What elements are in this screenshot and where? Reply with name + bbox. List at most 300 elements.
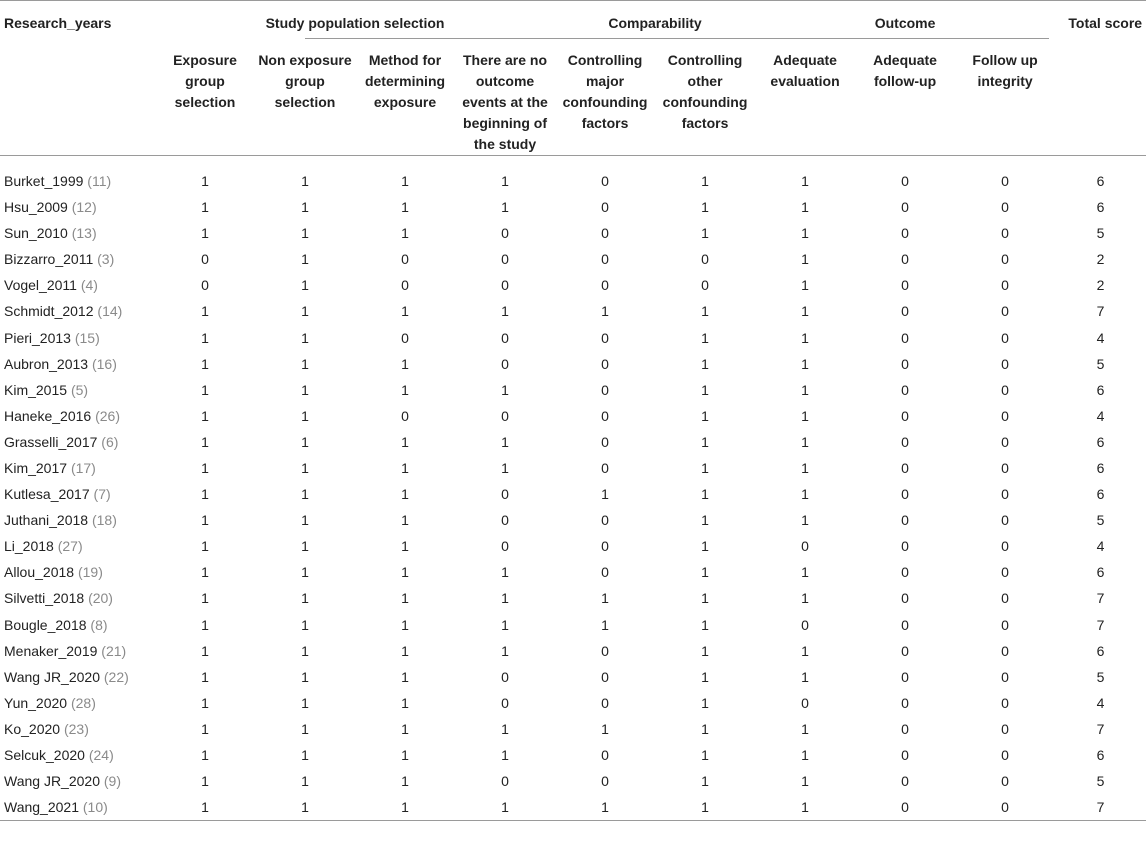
- score-cell: 1: [801, 590, 809, 607]
- study-name-cell: [0, 351, 155, 377]
- study-name-cell: [0, 638, 155, 664]
- reference-number: (21): [101, 642, 127, 659]
- total-score-cell: 4: [1096, 329, 1105, 346]
- score-cell: 1: [401, 668, 409, 685]
- study-name: Bizzarro_2011: [4, 251, 94, 268]
- score-cell: 1: [301, 486, 309, 503]
- score-cell: 0: [601, 251, 609, 268]
- table-row: [0, 507, 1146, 533]
- score-cell: 0: [1001, 616, 1009, 633]
- reference-number: (13): [71, 225, 97, 242]
- total-score-cell: 6: [1096, 433, 1105, 450]
- score-cell: 0: [901, 747, 909, 764]
- table-row: [0, 716, 1146, 742]
- score-cell: 0: [601, 747, 609, 764]
- total-score-cell: 2: [1096, 251, 1105, 268]
- score-cell: 0: [1001, 277, 1009, 294]
- study-name: Kim_2017: [4, 459, 68, 476]
- table-row: [0, 742, 1146, 768]
- total-score-header: Total score: [1068, 15, 1143, 31]
- score-cell: 1: [301, 747, 309, 764]
- score-cell: 1: [201, 225, 209, 242]
- score-cell: 1: [201, 799, 209, 816]
- study-name-cell: [0, 585, 155, 611]
- method-determining-exposure-header: Method for determining exposure: [364, 52, 446, 110]
- score-cell: 1: [301, 199, 309, 216]
- score-cell: 0: [601, 199, 609, 216]
- score-cell: 1: [501, 433, 509, 450]
- score-cell: 0: [1001, 486, 1009, 503]
- reference-number: (24): [88, 747, 114, 764]
- reference-number: (4): [80, 277, 98, 294]
- table-row: [0, 246, 1146, 272]
- score-cell: 1: [201, 694, 209, 711]
- table-row: [0, 351, 1146, 377]
- reference-number: (28): [70, 694, 96, 711]
- score-cell: 0: [901, 199, 909, 216]
- score-cell: 1: [801, 251, 809, 268]
- score-cell: 0: [1001, 538, 1009, 555]
- score-cell: 1: [701, 799, 709, 816]
- reference-number: (11): [87, 173, 112, 189]
- reference-number: (15): [74, 329, 100, 346]
- score-cell: 0: [701, 251, 709, 268]
- score-cell: 1: [301, 564, 309, 581]
- score-cell: 1: [301, 773, 309, 790]
- score-cell: 1: [701, 668, 709, 685]
- score-cell: 0: [501, 694, 509, 711]
- score-cell: 1: [401, 459, 409, 476]
- score-cell: 1: [301, 433, 309, 450]
- score-cell: 1: [401, 799, 409, 816]
- score-cell: 1: [801, 225, 809, 242]
- score-cell: 0: [1001, 199, 1009, 216]
- score-cell: 0: [601, 355, 609, 372]
- score-cell: 1: [301, 173, 309, 189]
- score-cell: 0: [901, 668, 909, 685]
- score-cell: 1: [801, 459, 809, 476]
- reference-number: (19): [77, 564, 103, 581]
- score-cell: 1: [401, 381, 409, 398]
- score-cell: 0: [401, 407, 409, 424]
- study-name-cell: [0, 377, 155, 403]
- table-row: [0, 324, 1146, 350]
- score-cell: 1: [801, 799, 809, 816]
- study-name: Menaker_2019: [4, 642, 98, 659]
- score-cell: 0: [601, 329, 609, 346]
- table-row: [0, 455, 1146, 481]
- total-score-cell: 5: [1096, 773, 1105, 790]
- study-name-cell: [0, 612, 155, 638]
- study-name: Haneke_2016: [4, 407, 92, 424]
- score-cell: 1: [501, 173, 509, 189]
- table-row: [0, 612, 1146, 638]
- score-cell: 0: [501, 486, 509, 503]
- score-cell: 1: [401, 616, 409, 633]
- total-score-cell: 6: [1096, 459, 1105, 476]
- study-population-selection-header: Study population selection: [155, 1, 555, 40]
- score-cell: 0: [1001, 407, 1009, 424]
- score-cell: 0: [901, 329, 909, 346]
- score-cell: 0: [601, 512, 609, 529]
- total-score-cell: 5: [1096, 668, 1105, 685]
- comparability-header: Comparability: [555, 1, 755, 40]
- score-cell: 0: [401, 251, 409, 268]
- score-cell: 0: [401, 329, 409, 346]
- study-name: Pieri_2013: [4, 329, 71, 346]
- score-cell: 0: [501, 277, 509, 294]
- study-name-cell: [0, 455, 155, 481]
- table-row: [0, 429, 1146, 455]
- score-cell: 0: [1001, 329, 1009, 346]
- score-cell: 0: [201, 251, 209, 268]
- score-cell: 1: [601, 590, 609, 607]
- score-cell: 1: [301, 799, 309, 816]
- controlling-major-confounding-header: Controlling major confounding factors: [562, 52, 648, 131]
- score-cell: 0: [1001, 694, 1009, 711]
- study-name: Silvetti_2018: [4, 590, 85, 607]
- score-cell: 1: [301, 668, 309, 685]
- score-cell: 1: [401, 173, 409, 189]
- score-cell: 1: [701, 355, 709, 372]
- study-name-cell: [0, 429, 155, 455]
- total-score-cell: 7: [1096, 616, 1105, 633]
- score-cell: 0: [1001, 799, 1009, 816]
- score-cell: 1: [701, 512, 709, 529]
- table-body: [0, 156, 1146, 821]
- score-cell: 1: [201, 616, 209, 633]
- reference-number: (3): [97, 251, 115, 268]
- table-row: [0, 298, 1146, 324]
- score-cell: 0: [1001, 173, 1009, 189]
- score-cell: 1: [201, 564, 209, 581]
- reference-number: (9): [103, 773, 121, 790]
- score-cell: 0: [901, 642, 909, 659]
- study-name: Grasselli_2017: [4, 433, 98, 450]
- table-row: [0, 690, 1146, 716]
- score-cell: 0: [901, 694, 909, 711]
- score-cell: 1: [801, 199, 809, 216]
- table-row: [0, 768, 1146, 794]
- score-cell: 1: [401, 486, 409, 503]
- score-cell: 1: [201, 747, 209, 764]
- score-cell: 0: [901, 303, 909, 320]
- score-cell: 1: [301, 329, 309, 346]
- score-cell: 1: [401, 564, 409, 581]
- score-cell: 0: [601, 668, 609, 685]
- score-cell: 1: [301, 251, 309, 268]
- score-cell: 0: [1001, 459, 1009, 476]
- score-cell: 1: [801, 564, 809, 581]
- total-score-cell: 5: [1096, 512, 1105, 529]
- study-name-cell: [0, 716, 155, 742]
- group-header-row: [0, 1, 1146, 40]
- score-cell: 0: [901, 720, 909, 737]
- score-cell: 1: [501, 799, 509, 816]
- score-cell: 1: [201, 590, 209, 607]
- score-cell: 1: [801, 642, 809, 659]
- score-cell: 0: [601, 225, 609, 242]
- score-cell: 0: [901, 512, 909, 529]
- study-name-cell: [0, 481, 155, 507]
- score-cell: 1: [701, 199, 709, 216]
- score-cell: 1: [401, 199, 409, 216]
- score-cell: 1: [401, 590, 409, 607]
- table-row: [0, 377, 1146, 403]
- study-name: Yun_2020: [4, 694, 68, 711]
- score-cell: 1: [801, 773, 809, 790]
- score-cell: 0: [1001, 564, 1009, 581]
- reference-number: (6): [101, 433, 119, 450]
- score-cell: 0: [801, 694, 809, 711]
- score-cell: 1: [201, 459, 209, 476]
- study-name-cell: [0, 664, 155, 690]
- reference-number: (17): [70, 459, 96, 476]
- score-cell: 0: [601, 173, 609, 189]
- score-cell: 0: [1001, 642, 1009, 659]
- total-score-cell: 7: [1096, 720, 1105, 737]
- score-cell: 1: [401, 694, 409, 711]
- score-cell: 0: [1001, 747, 1009, 764]
- total-score-cell: 6: [1096, 564, 1105, 581]
- score-cell: 0: [901, 225, 909, 242]
- reference-number: (16): [91, 355, 117, 372]
- score-cell: 0: [1001, 668, 1009, 685]
- score-cell: 1: [701, 773, 709, 790]
- score-cell: 1: [401, 433, 409, 450]
- score-cell: 0: [1001, 251, 1009, 268]
- study-name: Allou_2018: [4, 564, 75, 581]
- score-cell: 1: [801, 329, 809, 346]
- score-cell: 1: [301, 642, 309, 659]
- score-cell: 1: [301, 538, 309, 555]
- score-cell: 1: [301, 590, 309, 607]
- subheader-row: [0, 39, 1146, 156]
- study-name-cell: [0, 690, 155, 716]
- reference-number: (8): [90, 616, 108, 633]
- study-name-cell: [0, 220, 155, 246]
- study-name: Wang JR_2020: [4, 668, 100, 685]
- score-cell: 0: [601, 407, 609, 424]
- total-score-cell: 6: [1096, 486, 1105, 503]
- score-cell: 1: [701, 747, 709, 764]
- score-cell: 0: [601, 694, 609, 711]
- score-cell: 1: [701, 590, 709, 607]
- no-outcome-events-header: There are no outcome events at the beginning of the study: [462, 52, 548, 152]
- score-cell: 1: [201, 433, 209, 450]
- score-cell: 1: [701, 407, 709, 424]
- study-name: Wang JR_2020: [4, 773, 100, 790]
- table-row: [0, 220, 1146, 246]
- score-cell: 0: [601, 564, 609, 581]
- score-cell: 1: [201, 199, 209, 216]
- score-cell: 1: [201, 173, 209, 189]
- study-name-cell: [0, 768, 155, 794]
- score-cell: 0: [601, 433, 609, 450]
- score-cell: 1: [501, 199, 509, 216]
- score-cell: 1: [701, 486, 709, 503]
- exposure-group-selection-header: Exposure group selection: [173, 52, 237, 110]
- study-name-cell: [0, 403, 155, 429]
- study-name: Aubron_2013: [4, 355, 89, 372]
- follow-up-integrity-header: Follow up integrity: [972, 52, 1038, 89]
- score-cell: 0: [501, 355, 509, 372]
- reference-number: (18): [91, 512, 117, 529]
- score-cell: 1: [301, 381, 309, 398]
- score-cell: 0: [501, 773, 509, 790]
- score-cell: 1: [701, 564, 709, 581]
- reference-number: (23): [63, 720, 89, 737]
- score-cell: 0: [701, 277, 709, 294]
- score-cell: 1: [701, 381, 709, 398]
- score-cell: 1: [501, 459, 509, 476]
- score-cell: 1: [501, 616, 509, 633]
- score-cell: 1: [701, 433, 709, 450]
- reference-number: (27): [57, 538, 83, 555]
- score-cell: 1: [201, 486, 209, 503]
- score-cell: 1: [301, 720, 309, 737]
- study-name: Juthani_2018: [4, 512, 89, 529]
- score-cell: 1: [501, 564, 509, 581]
- score-cell: 0: [501, 512, 509, 529]
- score-cell: 1: [301, 459, 309, 476]
- score-cell: 0: [901, 433, 909, 450]
- score-cell: 0: [1001, 720, 1009, 737]
- total-score-cell: 5: [1096, 355, 1105, 372]
- score-cell: 1: [701, 329, 709, 346]
- score-cell: 1: [201, 512, 209, 529]
- score-cell: 0: [901, 355, 909, 372]
- score-cell: 1: [701, 538, 709, 555]
- reference-number: (7): [93, 486, 111, 503]
- score-cell: 1: [801, 355, 809, 372]
- score-cell: 1: [401, 225, 409, 242]
- score-cell: 0: [501, 407, 509, 424]
- score-cell: 0: [601, 459, 609, 476]
- reference-number: (14): [97, 303, 123, 320]
- score-cell: 1: [701, 225, 709, 242]
- score-cell: 0: [501, 251, 509, 268]
- score-cell: 1: [801, 668, 809, 685]
- table-row: [0, 664, 1146, 690]
- study-name: Wang_2021: [4, 799, 79, 816]
- score-cell: 0: [901, 538, 909, 555]
- score-cell: 1: [201, 668, 209, 685]
- table-row: [0, 638, 1146, 664]
- score-cell: 1: [601, 303, 609, 320]
- score-cell: 1: [501, 381, 509, 398]
- score-cell: 1: [801, 381, 809, 398]
- score-cell: 0: [1001, 225, 1009, 242]
- study-name-cell: [0, 742, 155, 768]
- reference-number: (22): [103, 668, 129, 685]
- table-row: [0, 585, 1146, 611]
- score-cell: 0: [501, 538, 509, 555]
- study-name: Schmidt_2012: [4, 303, 94, 320]
- score-cell: 1: [301, 616, 309, 633]
- total-score-cell: 5: [1096, 225, 1105, 242]
- score-cell: 0: [601, 381, 609, 398]
- score-cell: 1: [401, 355, 409, 372]
- adequate-follow-up-header: Adequate follow-up: [873, 52, 937, 89]
- non-exposure-group-selection-header: Non exposure group selection: [258, 52, 352, 110]
- score-cell: 1: [801, 720, 809, 737]
- score-cell: 1: [801, 303, 809, 320]
- study-name: Ko_2020: [4, 720, 61, 737]
- score-cell: 0: [1001, 590, 1009, 607]
- study-name: Sun_2010: [4, 225, 68, 242]
- score-cell: 0: [501, 329, 509, 346]
- study-name: Hsu_2009: [4, 199, 68, 216]
- total-score-cell: 6: [1096, 173, 1105, 189]
- score-cell: 1: [601, 799, 609, 816]
- score-cell: 1: [501, 720, 509, 737]
- outcome-header: Outcome: [755, 1, 1055, 40]
- score-cell: 0: [901, 381, 909, 398]
- score-cell: 1: [301, 512, 309, 529]
- score-cell: 1: [601, 720, 609, 737]
- reference-number: (20): [88, 590, 113, 607]
- score-cell: 0: [901, 616, 909, 633]
- study-name-cell: [0, 507, 155, 533]
- score-cell: 0: [1001, 355, 1009, 372]
- reference-number: (12): [71, 199, 97, 216]
- score-cell: 1: [401, 303, 409, 320]
- score-cell: 0: [201, 277, 209, 294]
- reference-number: (26): [95, 407, 120, 424]
- score-cell: 1: [701, 616, 709, 633]
- study-name: Li_2018: [4, 538, 54, 555]
- table-row: [0, 481, 1146, 507]
- score-cell: 1: [301, 355, 309, 372]
- score-cell: 1: [801, 407, 809, 424]
- study-name: Burket_1999: [4, 173, 84, 189]
- score-cell: 0: [901, 564, 909, 581]
- controlling-other-confounding-header: Controlling other confounding factors: [662, 52, 748, 131]
- reference-number: (10): [82, 799, 108, 816]
- score-cell: 1: [301, 694, 309, 711]
- score-cell: 1: [401, 773, 409, 790]
- score-cell: 0: [501, 668, 509, 685]
- table-row: [0, 559, 1146, 585]
- score-cell: 0: [901, 486, 909, 503]
- score-cell: 1: [501, 303, 509, 320]
- score-cell: 1: [401, 747, 409, 764]
- score-cell: 0: [501, 225, 509, 242]
- score-cell: 1: [701, 720, 709, 737]
- score-cell: 1: [701, 459, 709, 476]
- score-cell: 1: [301, 303, 309, 320]
- score-cell: 1: [201, 381, 209, 398]
- score-cell: 1: [301, 407, 309, 424]
- table-row: [0, 156, 1146, 195]
- score-cell: 0: [901, 277, 909, 294]
- total-score-cell: 6: [1096, 199, 1105, 216]
- adequate-evaluation-header: Adequate evaluation: [770, 52, 840, 89]
- score-cell: 1: [701, 303, 709, 320]
- study-name: Vogel_2011: [4, 277, 77, 294]
- score-cell: 1: [201, 329, 209, 346]
- score-cell: 1: [701, 173, 709, 189]
- study-name-cell: [0, 156, 155, 195]
- score-cell: 0: [601, 277, 609, 294]
- score-cell: 0: [901, 251, 909, 268]
- reference-number: (5): [70, 381, 89, 398]
- score-cell: 1: [201, 642, 209, 659]
- table-row: [0, 403, 1146, 429]
- study-name-cell: [0, 559, 155, 585]
- table-row: [0, 272, 1146, 298]
